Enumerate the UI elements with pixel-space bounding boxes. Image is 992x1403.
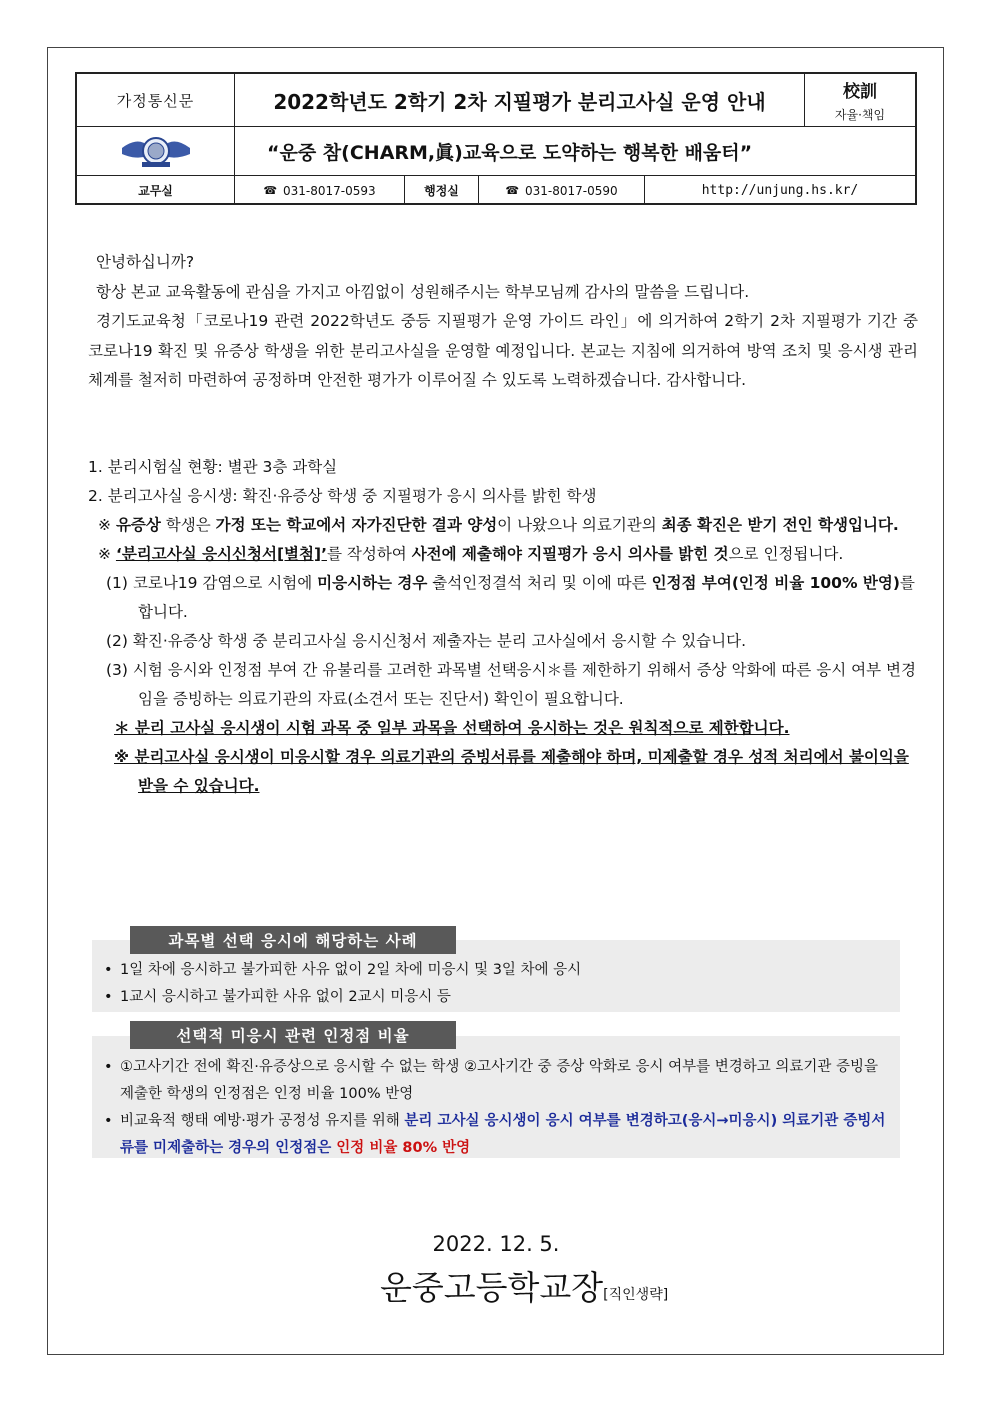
note2-part-b: 를 작성하여 <box>326 545 412 563</box>
credit-ratio-box <box>92 1036 900 1158</box>
intro-section <box>88 248 918 396</box>
credit-note-part-a: 비교육적 행태 예방·평가 공정성 유지를 위해 <box>120 1113 405 1129</box>
school-website[interactable]: http://unjung.hs.kr/ <box>701 183 859 198</box>
note-application <box>88 540 923 569</box>
phone-icon: ☎ <box>505 184 520 197</box>
seal-note: [직인생략] <box>603 1287 669 1303</box>
greeting: 안녕하십니까? <box>96 253 195 271</box>
list-item: • 1교시 응시하고 불가피한 사유 없이 2교시 미응시 등 <box>92 984 900 1011</box>
note1-part-a: 유증상 <box>115 516 161 534</box>
header-table <box>75 72 917 205</box>
sub-item-3: (3) 시험 응시와 인정점 부여 간 유불리를 고려한 과목별 선택응시＊를 제한하기 위해서 증상 악화에 따른 응시 여부 변경임을 증빙하는 의료기관의 자료(소견서 또는 진단서) 확인이 필요합니다. <box>106 661 916 708</box>
star-note-text: ＊ 분리 고사실 응시생이 시험 과목 중 일부 과목을 선택하여 응시하는 것은 원칙적으로 제한합니다. <box>114 719 790 737</box>
intro-paragraph-2: 경기도교육청「코로나19 관련 2022학년도 중등 지필평가 운영 가이드 라인」에 의거하여 2학기 2차 지필평가 기간 중 코로나19 확진 및 유증상 학생을 위한 분리고사실을 운영할 예정입니다. 본교는 지침에 의거하여 방역 조치 및 응시생 관리 체계를 철저히 마련하여 공정하며 안전한 평가가 이루어질 수 있도록 노력하겠습니다. 감사합니다. <box>88 312 918 389</box>
list-item-1: 1. 분리시험실 현황: 별관 3층 과학실 <box>88 458 338 476</box>
sub-item-2: (2) 확진·유증상 학생 중 분리고사실 응시신청서 제출자는 분리 고사실에서 응시할 수 있습니다. <box>106 632 747 650</box>
selective-exam-label: 과목별 선택 응시에 해당하는 사례 <box>130 926 456 954</box>
list-item: • ①고사기간 전에 확진·유증상으로 응시할 수 없는 학생 ②고사기간 중 증상 악화로 응시 여부를 변경하고 의료기관 증빙을 제출한 학생의 인정점은 인정 비율 100% 반영 <box>92 1054 900 1108</box>
document-title: 2022학년도 2학기 2차 지필평가 분리고사실 운영 안내 <box>235 74 805 126</box>
school-motto <box>805 74 915 126</box>
school-slogan: “운중 참(CHARM,眞)교육으로 도약하는 행복한 배움터” <box>267 141 753 164</box>
office2-phone <box>479 176 645 205</box>
note2-part-d: 으로 인정됩니다. <box>728 545 844 563</box>
school-emblem-icon <box>118 134 194 168</box>
issue-date: 2022. 12. 5. <box>432 1232 560 1256</box>
principal-name: 운중고등학교장 <box>380 1268 604 1307</box>
header-row-title <box>77 74 915 127</box>
phone-icon: ☎ <box>263 184 278 197</box>
office2-label: 행정실 <box>405 176 479 205</box>
list-item-2: 2. 분리고사실 응시생: 확진·유증상 학생 중 지필평가 응시 의사를 밝힌 학생 <box>88 487 597 505</box>
sub-item-1 <box>88 569 923 627</box>
guideline-list <box>88 453 923 801</box>
office1-phone <box>235 176 405 205</box>
notice-type: 가정통신문 <box>77 74 235 126</box>
warning-note <box>88 743 923 801</box>
motto-title: 校訓 <box>843 82 877 102</box>
sub1-part-b: 미응시하는 경우 <box>317 574 428 592</box>
sub1-part-c: 출석인정결석 처리 및 이에 따른 <box>427 574 652 592</box>
sub1-part-e: 를 합니다. <box>138 574 915 621</box>
star-note <box>88 714 923 743</box>
credit-note-part-b: 분리 고사실 응시생이 응시 여부를 변경하고(응시→미응시) 의료기관 증빙서류를 미제출하는 경우의 인정점은 <box>120 1113 886 1156</box>
office2-phone-number: 031-8017-0590 <box>525 183 618 198</box>
credit-ratio-label: 선택적 미응시 관련 인정점 비율 <box>130 1021 456 1049</box>
note2-part-a: ‘분리고사실 응시신청서[별첨]’ <box>115 545 327 563</box>
motto-subtitle: 자율·책임 <box>834 108 886 122</box>
note2-part-c: 사전에 제출해야 지필평가 응시 의사를 밝힌 것 <box>411 545 729 563</box>
header-row-contact <box>77 176 915 205</box>
principal-signature <box>380 1262 668 1309</box>
header-row-slogan <box>77 127 915 176</box>
note1-part-b: 학생은 <box>160 516 216 534</box>
intro-paragraph-1: 항상 본교 교육활동에 관심을 가지고 아낌없이 성원해주시는 학부모님께 감사의 말씀을 드립니다. <box>96 282 750 301</box>
warning-note-text: ※ 분리고사실 응시생이 미응시할 경우 의료기관의 증빙서류를 제출해야 하며, 미제출할 경우 성적 처리에서 불이익을 받을 수 있습니다. <box>114 748 909 795</box>
school-logo <box>77 127 235 175</box>
office1-label: 교무실 <box>77 176 235 205</box>
sub1-part-d: 인정점 부여(인정 비율 100% 반영) <box>651 574 900 592</box>
list-item <box>92 1108 900 1162</box>
note-symptomatic <box>88 511 923 540</box>
note-mark: ※ <box>98 545 111 563</box>
sub1-part-a: (1) 코로나19 감염으로 시험에 <box>106 574 318 592</box>
note1-part-d: 이 나왔으나 의료기관의 <box>497 516 662 534</box>
credit-note-part-c: 인정 비율 80% 반영 <box>331 1140 471 1156</box>
note-mark: ※ <box>98 516 111 534</box>
note1-part-e: 최종 확진은 받기 전인 학생입니다. <box>661 516 899 534</box>
note1-part-c: 가정 또는 학교에서 자가진단한 결과 양성 <box>215 516 498 534</box>
office1-phone-number: 031-8017-0593 <box>283 183 376 198</box>
list-item: • 1일 차에 응시하고 불가피한 사유 없이 2일 차에 미응시 및 3일 차에 응시 <box>92 957 900 984</box>
